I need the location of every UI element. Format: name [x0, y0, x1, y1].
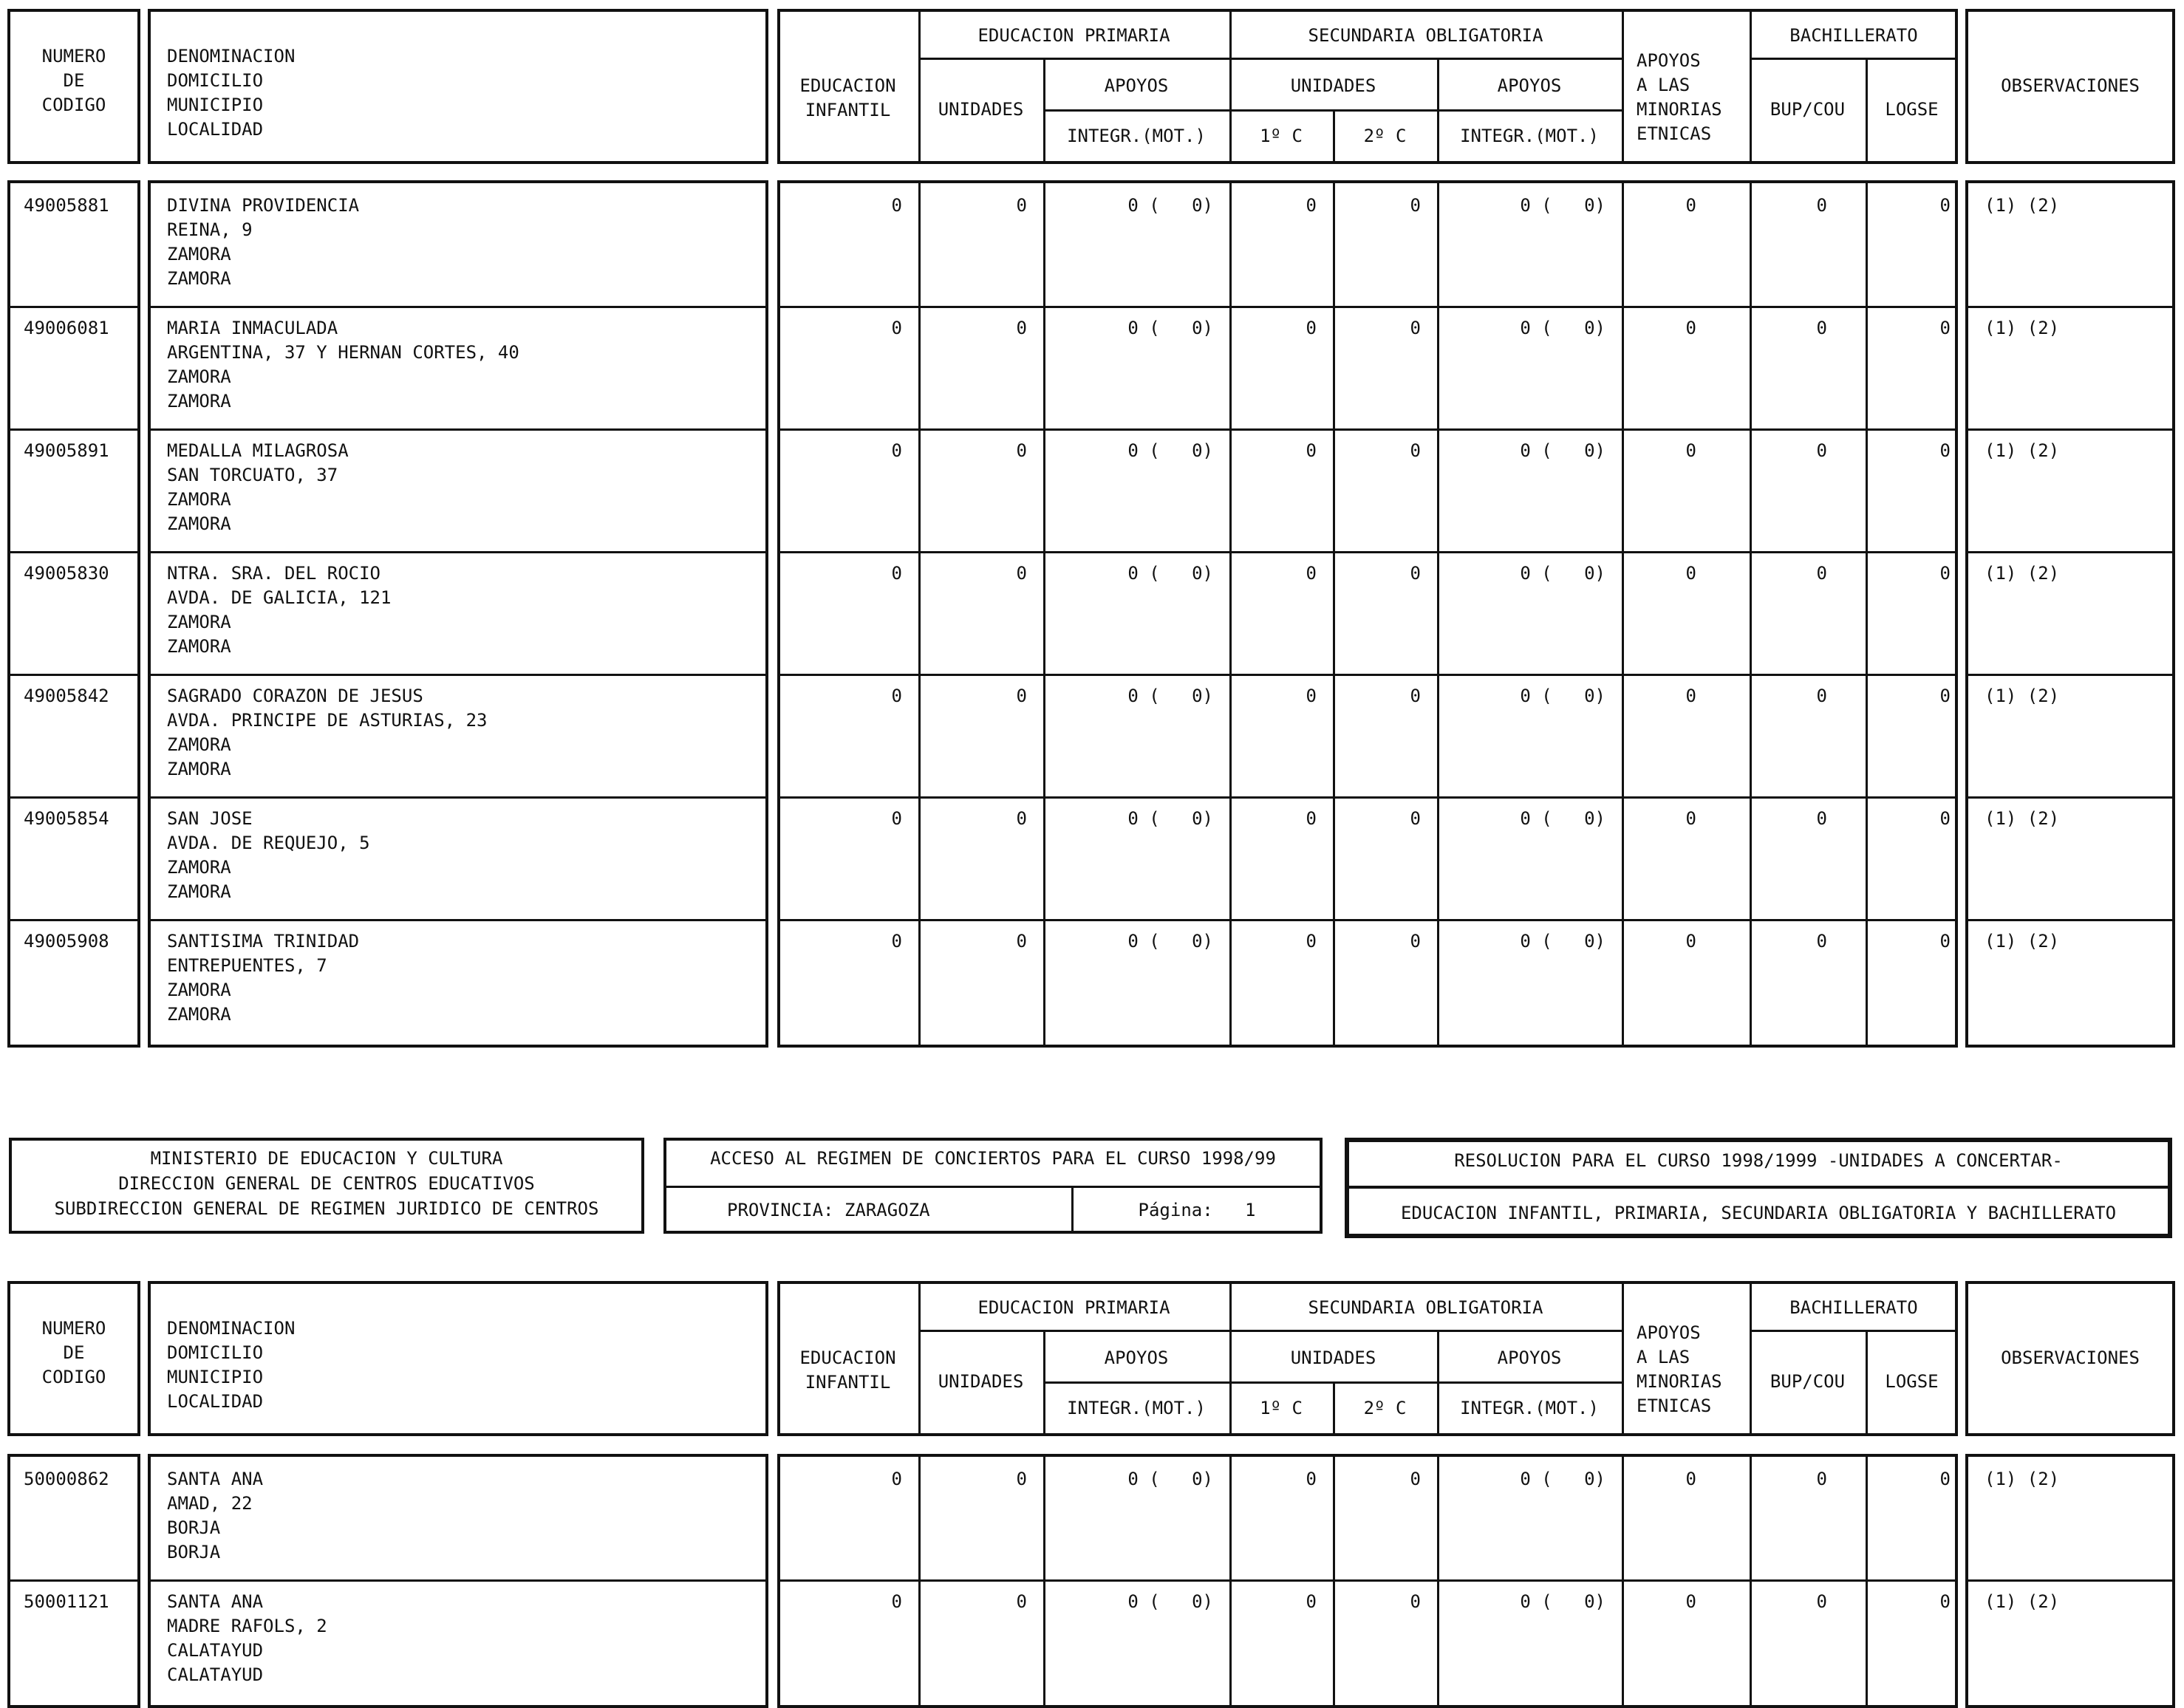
s1-row-sec-apoyos: 0 ( 0) — [1520, 195, 1605, 216]
s1-row-denom-line: ZAMORA — [167, 513, 231, 534]
s1-row-code: 49006081 — [24, 318, 109, 338]
s2-row-denom-line: CALATAYUD — [167, 1640, 264, 1661]
rule-line — [1965, 428, 2175, 431]
s1-row-logse: 0 — [1939, 563, 1951, 584]
provincia-text: PROVINCIA: ZARAGOZA — [727, 1200, 930, 1220]
s1-row-code: 49005881 — [24, 195, 109, 216]
s2-apoyos-label: APOYOS — [1104, 1347, 1169, 1368]
rule-line — [777, 551, 1958, 553]
s1-integr-label: INTEGR.(MOT.) — [1067, 126, 1206, 146]
s1-row-minorias: 0 — [1685, 195, 1696, 216]
s2-row-minorias: 0 — [1685, 1591, 1696, 1612]
rule-line — [777, 796, 1958, 799]
s2-row-denom-line: BORJA — [167, 1517, 221, 1538]
s1-row-denom-line: MEDALLA MILAGROSA — [167, 440, 349, 461]
s1-values-body — [777, 180, 1958, 1048]
s1-row-code: 49005830 — [24, 563, 109, 584]
s2-bup-label: BUP/COU — [1770, 1371, 1846, 1392]
s1-row-minorias: 0 — [1685, 808, 1696, 829]
s1-row-code: 49005842 — [24, 686, 109, 706]
s1-minorias-label: MINORIAS — [1637, 99, 1722, 120]
rule-line — [1965, 306, 2175, 308]
s1-logse-label: LOGSE — [1885, 99, 1939, 120]
s1-row-obs: (1) (2) — [1985, 195, 2060, 216]
s1-row-prim-unidades: 0 — [1016, 931, 1027, 952]
s2-minorias-label: A LAS — [1637, 1347, 1690, 1367]
s1-row-bup: 0 — [1816, 318, 1827, 338]
s1-row-denom-line: SAN TORCUATO, 37 — [167, 465, 338, 485]
s2-row-infantil: 0 — [891, 1591, 902, 1612]
rule-line — [1622, 1281, 1624, 1436]
s2-code-label: NUMERO — [41, 1318, 106, 1339]
s2-sec-unidades-label: UNIDADES — [1290, 1347, 1376, 1368]
s1-row-bup: 0 — [1816, 195, 1827, 216]
s2-c2-label: 2º C — [1363, 1398, 1407, 1418]
s1-denom-label: DENOMINACION — [167, 46, 296, 66]
s1-row-sec-1c: 0 — [1306, 318, 1317, 338]
s1-row-sec-1c: 0 — [1306, 440, 1317, 461]
s1-row-prim-apoyos: 0 ( 0) — [1127, 686, 1213, 706]
rule-line — [7, 674, 140, 676]
s1-row-sec-2c: 0 — [1410, 686, 1421, 706]
rule-line — [777, 306, 1958, 308]
rule-line — [1333, 180, 1335, 1048]
rule-line — [1965, 551, 2175, 553]
s1-row-code: 49005908 — [24, 931, 109, 952]
s1-row-sec-apoyos: 0 ( 0) — [1520, 440, 1605, 461]
s1-row-obs: (1) (2) — [1985, 440, 2060, 461]
s1-row-denom-line: SANTISIMA TRINIDAD — [167, 931, 360, 952]
s2-minorias-label: APOYOS — [1637, 1322, 1701, 1343]
s1-code-body — [7, 180, 140, 1048]
s1-obs-body — [1965, 180, 2175, 1048]
s1-row-denom-line: MARIA INMACULADA — [167, 318, 338, 338]
rule-line — [148, 306, 768, 308]
s1-row-prim-unidades: 0 — [1016, 195, 1027, 216]
s1-row-denom-line: SAN JOSE — [167, 808, 253, 829]
s1-apoyos-label: APOYOS — [1104, 75, 1169, 96]
s1-c1-label: 1º C — [1260, 126, 1303, 146]
s1-row-prim-unidades: 0 — [1016, 318, 1027, 338]
s2-denom-label: DOMICILIO — [167, 1342, 264, 1363]
s1-row-minorias: 0 — [1685, 440, 1696, 461]
s1-row-denom-line: ZAMORA — [167, 734, 231, 755]
s2-secundaria-label: SECUNDARIA OBLIGATORIA — [1308, 1297, 1543, 1318]
s1-bup-label: BUP/COU — [1770, 99, 1846, 120]
s1-row-obs: (1) (2) — [1985, 318, 2060, 338]
s1-row-sec-apoyos: 0 ( 0) — [1520, 931, 1605, 952]
s1-row-denom-line: AVDA. DE REQUEJO, 5 — [167, 833, 370, 853]
s1-row-infantil: 0 — [891, 440, 902, 461]
s1-row-code: 49005854 — [24, 808, 109, 829]
s1-row-minorias: 0 — [1685, 318, 1696, 338]
rule-line — [918, 1330, 1622, 1332]
s1-row-denom-line: ARGENTINA, 37 Y HERNAN CORTES, 40 — [167, 342, 519, 363]
s2-row-denom-line: CALATAYUD — [167, 1664, 264, 1685]
s2-row-sec-apoyos: 0 ( 0) — [1520, 1591, 1605, 1612]
rule-line — [148, 428, 768, 431]
rule-line — [148, 796, 768, 799]
rule-line — [1437, 180, 1439, 1048]
s2-row-sec-2c: 0 — [1410, 1469, 1421, 1489]
s1-row-sec-apoyos: 0 ( 0) — [1520, 808, 1605, 829]
s2-row-obs: (1) (2) — [1985, 1591, 2060, 1612]
s1-row-denom-line: ZAMORA — [167, 980, 231, 1000]
s2-sec-integr-label: INTEGR.(MOT.) — [1460, 1398, 1599, 1418]
s1-minorias-label: ETNICAS — [1637, 123, 1712, 144]
rule-line — [663, 1186, 1323, 1188]
rule-line — [1345, 1186, 2172, 1189]
s2-infantil-label: INFANTIL — [805, 1372, 891, 1393]
s1-row-minorias: 0 — [1685, 563, 1696, 584]
s2-sec-apoyos-label: APOYOS — [1497, 1347, 1562, 1368]
s2-row-sec-1c: 0 — [1306, 1591, 1317, 1612]
s1-code-label: NUMERO — [41, 46, 106, 66]
s1-row-prim-apoyos: 0 ( 0) — [1127, 808, 1213, 829]
s1-row-denom-line: ZAMORA — [167, 366, 231, 387]
s1-row-obs: (1) (2) — [1985, 563, 2060, 584]
s1-row-denom-line: ZAMORA — [167, 489, 231, 510]
s1-minorias-label: APOYOS — [1637, 50, 1701, 71]
rule-line — [148, 919, 768, 921]
s2-unidades-label: UNIDADES — [938, 1371, 1024, 1392]
s2-row-denom-line: MADRE RAFOLS, 2 — [167, 1616, 327, 1636]
rule-line — [1965, 674, 2175, 676]
s1-row-sec-1c: 0 — [1306, 686, 1317, 706]
s1-denom-label: LOCALIDAD — [167, 119, 264, 140]
s1-row-logse: 0 — [1939, 195, 1951, 216]
s1-row-logse: 0 — [1939, 318, 1951, 338]
s1-row-denom-line: ZAMORA — [167, 268, 231, 289]
s2-row-prim-unidades: 0 — [1016, 1591, 1027, 1612]
rule-line — [777, 674, 1958, 676]
rule-line — [7, 919, 140, 921]
s1-row-denom-line: ZAMORA — [167, 636, 231, 657]
rule-line — [1043, 180, 1045, 1048]
s1-row-obs: (1) (2) — [1985, 808, 2060, 829]
rule-line — [1750, 180, 1752, 1048]
s2-row-bup: 0 — [1816, 1469, 1827, 1489]
s1-sec-unidades-label: UNIDADES — [1290, 75, 1376, 96]
s1-denom-label: MUNICIPIO — [167, 95, 264, 115]
s2-row-logse: 0 — [1939, 1469, 1951, 1489]
ministry-line: SUBDIRECCION GENERAL DE REGIMEN JURIDICO DE CENTROS — [54, 1198, 599, 1219]
rule-line — [1043, 1381, 1229, 1384]
s1-row-sec-1c: 0 — [1306, 931, 1317, 952]
s2-obs-label: OBSERVACIONES — [2001, 1347, 2140, 1368]
s1-row-infantil: 0 — [891, 686, 902, 706]
s1-row-prim-apoyos: 0 ( 0) — [1127, 195, 1213, 216]
s2-row-prim-apoyos: 0 ( 0) — [1127, 1591, 1213, 1612]
s1-row-obs: (1) (2) — [1985, 686, 2060, 706]
s1-row-sec-1c: 0 — [1306, 808, 1317, 829]
s1-row-denom-line: SAGRADO CORAZON DE JESUS — [167, 686, 423, 706]
s1-row-sec-2c: 0 — [1410, 808, 1421, 829]
rule-line — [7, 1579, 140, 1582]
rule-line — [1622, 180, 1624, 1048]
s1-sec-integr-label: INTEGR.(MOT.) — [1460, 126, 1599, 146]
s2-denom-label: DENOMINACION — [167, 1318, 296, 1339]
s1-row-denom-line: ZAMORA — [167, 759, 231, 779]
s1-row-bup: 0 — [1816, 563, 1827, 584]
rule-line — [7, 306, 140, 308]
s2-c1-label: 1º C — [1260, 1398, 1303, 1418]
s1-row-infantil: 0 — [891, 808, 902, 829]
s2-minorias-label: ETNICAS — [1637, 1396, 1712, 1416]
s2-minorias-label: MINORIAS — [1637, 1371, 1722, 1392]
s1-row-bup: 0 — [1816, 808, 1827, 829]
rule-line — [148, 551, 768, 553]
rule-line — [1965, 1579, 2175, 1582]
s2-row-denom-line: AMAD, 22 — [167, 1493, 253, 1514]
s1-row-sec-2c: 0 — [1410, 318, 1421, 338]
s1-row-sec-apoyos: 0 ( 0) — [1520, 318, 1605, 338]
s2-logse-label: LOGSE — [1885, 1371, 1939, 1392]
s1-row-sec-apoyos: 0 ( 0) — [1520, 686, 1605, 706]
s1-row-obs: (1) (2) — [1985, 931, 2060, 952]
rule-line — [148, 674, 768, 676]
s1-secundaria-label: SECUNDARIA OBLIGATORIA — [1308, 25, 1543, 46]
s1-row-infantil: 0 — [891, 195, 902, 216]
s1-row-code: 49005891 — [24, 440, 109, 461]
s1-infantil-label: INFANTIL — [805, 100, 891, 120]
s1-denom-label: DOMICILIO — [167, 70, 264, 91]
s2-primaria-label: EDUCACION PRIMARIA — [977, 1297, 1170, 1318]
s1-row-denom-line: DIVINA PROVIDENCIA — [167, 195, 360, 216]
s1-row-denom-line: AVDA. PRINCIPE DE ASTURIAS, 23 — [167, 710, 488, 731]
s1-row-logse: 0 — [1939, 931, 1951, 952]
s2-row-infantil: 0 — [891, 1469, 902, 1489]
pagina-text: Página: 1 — [1138, 1200, 1256, 1220]
s1-row-sec-2c: 0 — [1410, 931, 1421, 952]
s1-row-prim-apoyos: 0 ( 0) — [1127, 931, 1213, 952]
s1-code-label: DE — [63, 70, 85, 91]
s2-code-label: CODIGO — [41, 1367, 106, 1387]
s2-row-prim-apoyos: 0 ( 0) — [1127, 1469, 1213, 1489]
s1-row-minorias: 0 — [1685, 931, 1696, 952]
acceso-text: ACCESO AL REGIMEN DE CONCIERTOS PARA EL CURSO 1998/99 — [710, 1148, 1276, 1169]
s1-unidades-label: UNIDADES — [938, 99, 1024, 120]
s1-row-denom-line: ZAMORA — [167, 391, 231, 411]
s1-row-prim-unidades: 0 — [1016, 686, 1027, 706]
s2-infantil-label: EDUCACION — [799, 1347, 896, 1368]
rule-line — [7, 428, 140, 431]
rule-line — [1866, 180, 1868, 1048]
s1-row-logse: 0 — [1939, 686, 1951, 706]
rule-line — [1965, 919, 2175, 921]
s2-row-logse: 0 — [1939, 1591, 1951, 1612]
rule-line — [1229, 180, 1232, 1048]
s2-row-code: 50000862 — [24, 1469, 109, 1489]
rule-line — [148, 1579, 768, 1582]
s2-code-label: DE — [63, 1342, 85, 1363]
rule-line — [1622, 9, 1624, 164]
s1-row-prim-unidades: 0 — [1016, 440, 1027, 461]
rule-line — [777, 1579, 1958, 1582]
s1-infantil-label: EDUCACION — [799, 75, 896, 96]
s2-denom-label: MUNICIPIO — [167, 1367, 264, 1387]
rule-line — [1229, 1381, 1622, 1384]
rule-line — [7, 551, 140, 553]
s1-row-sec-2c: 0 — [1410, 563, 1421, 584]
s1-row-sec-2c: 0 — [1410, 440, 1421, 461]
s1-row-prim-unidades: 0 — [1016, 563, 1027, 584]
s1-row-denom-line: REINA, 9 — [167, 219, 253, 240]
s2-row-obs: (1) (2) — [1985, 1469, 2060, 1489]
ministry-line: DIRECCION GENERAL DE CENTROS EDUCATIVOS — [118, 1173, 535, 1194]
rule-line — [1750, 58, 1958, 60]
rule-line — [1750, 1330, 1958, 1332]
rule-line — [918, 58, 1622, 60]
s1-minorias-label: A LAS — [1637, 75, 1690, 95]
s1-row-sec-1c: 0 — [1306, 563, 1317, 584]
s1-row-denom-line: NTRA. SRA. DEL ROCIO — [167, 563, 381, 584]
rule-line — [777, 428, 1958, 431]
s1-row-denom-line: ENTREPUENTES, 7 — [167, 955, 327, 976]
ministry-line: MINISTERIO DE EDUCACION Y CULTURA — [150, 1148, 503, 1169]
s1-row-denom-line: AVDA. DE GALICIA, 121 — [167, 587, 392, 608]
resolucion-text: RESOLUCION PARA EL CURSO 1998/1999 -UNIDADES A CONCERTAR- — [1454, 1150, 2063, 1171]
rule-line — [1043, 109, 1229, 112]
s2-row-denom-line: SANTA ANA — [167, 1469, 264, 1489]
s2-row-denom-line: BORJA — [167, 1542, 221, 1562]
s1-row-infantil: 0 — [891, 318, 902, 338]
s1-row-bup: 0 — [1816, 440, 1827, 461]
s1-row-sec-apoyos: 0 ( 0) — [1520, 563, 1605, 584]
s1-row-denom-line: ZAMORA — [167, 612, 231, 632]
s1-row-minorias: 0 — [1685, 686, 1696, 706]
s1-primaria-label: EDUCACION PRIMARIA — [977, 25, 1170, 46]
s2-row-sec-1c: 0 — [1306, 1469, 1317, 1489]
rule-line — [1229, 109, 1622, 112]
s1-sec-apoyos-label: APOYOS — [1497, 75, 1562, 96]
rule-line — [1965, 796, 2175, 799]
s1-row-denom-line: ZAMORA — [167, 1004, 231, 1025]
s1-row-logse: 0 — [1939, 440, 1951, 461]
s2-integr-label: INTEGR.(MOT.) — [1067, 1398, 1206, 1418]
s1-obs-label: OBSERVACIONES — [2001, 75, 2140, 96]
niveles-text: EDUCACION INFANTIL, PRIMARIA, SECUNDARIA OBLIGATORIA Y BACHILLERATO — [1400, 1203, 2117, 1223]
s1-row-prim-apoyos: 0 ( 0) — [1127, 563, 1213, 584]
s1-code-label: CODIGO — [41, 95, 106, 115]
s1-row-denom-line: ZAMORA — [167, 881, 231, 902]
s1-row-bup: 0 — [1816, 686, 1827, 706]
s2-row-denom-line: SANTA ANA — [167, 1591, 264, 1612]
s1-row-logse: 0 — [1939, 808, 1951, 829]
s1-row-denom-line: ZAMORA — [167, 244, 231, 264]
rule-line — [7, 796, 140, 799]
s1-row-infantil: 0 — [891, 563, 902, 584]
s2-row-prim-unidades: 0 — [1016, 1469, 1027, 1489]
s1-row-prim-apoyos: 0 ( 0) — [1127, 440, 1213, 461]
s1-row-sec-2c: 0 — [1410, 195, 1421, 216]
s2-row-code: 50001121 — [24, 1591, 109, 1612]
s1-row-sec-1c: 0 — [1306, 195, 1317, 216]
s2-denom-label: LOCALIDAD — [167, 1391, 264, 1412]
s2-bach-label: BACHILLERATO — [1789, 1297, 1918, 1318]
s2-row-sec-2c: 0 — [1410, 1591, 1421, 1612]
rule-line — [918, 180, 921, 1048]
s1-row-prim-unidades: 0 — [1016, 808, 1027, 829]
rule-line — [777, 919, 1958, 921]
s1-c2-label: 2º C — [1363, 126, 1407, 146]
s1-row-infantil: 0 — [891, 931, 902, 952]
s1-row-denom-line: ZAMORA — [167, 857, 231, 878]
s1-row-prim-apoyos: 0 ( 0) — [1127, 318, 1213, 338]
s1-row-bup: 0 — [1816, 931, 1827, 952]
s1-bach-label: BACHILLERATO — [1789, 25, 1918, 46]
s2-row-minorias: 0 — [1685, 1469, 1696, 1489]
s2-row-sec-apoyos: 0 ( 0) — [1520, 1469, 1605, 1489]
s2-row-bup: 0 — [1816, 1591, 1827, 1612]
